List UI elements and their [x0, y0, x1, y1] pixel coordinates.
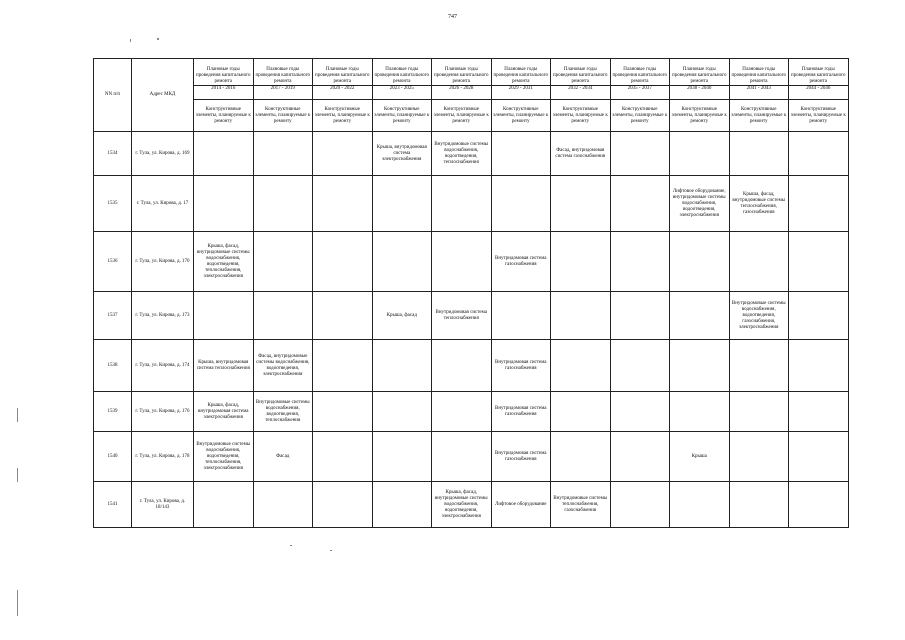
- repair-elements-cell: [789, 392, 849, 432]
- header-period-title: Плановые годы проведения капитального ремонта: [612, 66, 668, 84]
- header-period-title: Плановые годы проведения капитального ремонта: [255, 66, 311, 84]
- header-period-title: Плановые годы проведения капитального ремонта: [790, 66, 846, 84]
- repair-elements-cell: [670, 232, 730, 292]
- repair-elements-cell: [253, 132, 313, 176]
- header-period-title: Плановые годы проведения капитального ремонта: [731, 66, 787, 84]
- repair-elements-cell: [372, 232, 432, 292]
- repair-elements-cell: [789, 432, 849, 482]
- header-period-years: 2026 - 2028: [432, 85, 491, 92]
- page-number: 747: [448, 14, 457, 20]
- table-row: [94, 482, 849, 528]
- repair-elements-cell: [789, 176, 849, 232]
- table-body: [94, 132, 849, 528]
- repair-elements-cell: [432, 232, 492, 292]
- repair-elements-cell: [432, 340, 492, 392]
- header-period: [670, 59, 730, 100]
- header-elements: Конструктивные элементы, планируемые к ремонту: [729, 100, 789, 132]
- row-number: 1535: [94, 176, 132, 232]
- repair-elements-cell: [372, 176, 432, 232]
- header-elements: Конструктивные элементы, планируемые к ремонту: [194, 100, 254, 132]
- header-elements: Конструктивные элементы, планируемые к ремонту: [491, 100, 551, 132]
- scan-mark: [330, 550, 332, 551]
- row-address: г. Тула, ул. Кирова, д. 178: [132, 432, 194, 482]
- scan-mark: [17, 408, 18, 422]
- header-period-title: Плановые годы проведения капитального ремонта: [195, 66, 251, 84]
- repair-elements-cell: [610, 482, 670, 528]
- repair-elements-cell: [789, 482, 849, 528]
- scan-mark: [157, 38, 159, 40]
- repair-elements-cell: [670, 392, 730, 432]
- header-period: [729, 59, 789, 100]
- repair-elements-cell: [551, 432, 611, 482]
- repair-elements-cell: Внутридомовая система газоснабжения: [491, 232, 551, 292]
- repair-elements-cell: Крыша, фасад: [372, 292, 432, 340]
- header-period-years: 2044 - 2046: [789, 85, 848, 92]
- repair-elements-cell: [789, 232, 849, 292]
- row-number: 1537: [94, 292, 132, 340]
- row-number: 1536: [94, 232, 132, 292]
- repair-elements-cell: Крыша, фасад, внутридомовые системы водоснабжения, водоотведения, электроснабжения: [432, 482, 492, 528]
- repair-elements-cell: [670, 482, 730, 528]
- repair-elements-cell: [670, 292, 730, 340]
- table-row: [94, 292, 849, 340]
- repair-elements-cell: [313, 292, 373, 340]
- table-row: [94, 132, 849, 176]
- repair-elements-cell: [729, 132, 789, 176]
- repair-elements-cell: Лифтовое оборудование, внутридомовые системы водоснабжения, водоотведения, электроснабжения: [670, 176, 730, 232]
- repair-elements-cell: [372, 340, 432, 392]
- repair-elements-cell: [313, 392, 373, 432]
- row-number: 1539: [94, 392, 132, 432]
- repair-elements-cell: Внутридомовая система газоснабжения: [491, 432, 551, 482]
- repair-elements-cell: [610, 232, 670, 292]
- row-address: г. Тула, ул. Кирова, д. 169: [132, 132, 194, 176]
- header-elements: Конструктивные элементы, планируемые к ремонту: [313, 100, 373, 132]
- header-period: [372, 59, 432, 100]
- repair-elements-cell: [194, 176, 254, 232]
- repair-elements-cell: Фасад: [253, 432, 313, 482]
- header-row-years: [94, 59, 849, 100]
- repair-elements-cell: [313, 482, 373, 528]
- repair-elements-cell: [313, 340, 373, 392]
- repair-elements-cell: [491, 132, 551, 176]
- repair-elements-cell: [610, 340, 670, 392]
- repair-elements-cell: [729, 340, 789, 392]
- repair-elements-cell: [372, 392, 432, 432]
- header-period: [253, 59, 313, 100]
- table-row: [94, 340, 849, 392]
- repair-elements-cell: [789, 132, 849, 176]
- repair-elements-cell: [253, 482, 313, 528]
- repair-elements-cell: [551, 176, 611, 232]
- repair-elements-cell: [313, 176, 373, 232]
- scan-mark: [17, 590, 18, 616]
- repair-elements-cell: [551, 340, 611, 392]
- row-number: 1534: [94, 132, 132, 176]
- repair-elements-cell: Внутридомовая система газоснабжения: [491, 392, 551, 432]
- row-number: 1541: [94, 482, 132, 528]
- repair-elements-cell: Фасад, внутридомовая система газоснабжения: [551, 132, 611, 176]
- header-period: [491, 59, 551, 100]
- repair-elements-cell: [789, 292, 849, 340]
- repair-elements-cell: [432, 432, 492, 482]
- repair-elements-cell: [610, 292, 670, 340]
- repair-elements-cell: Внутридомовые системы водоснабжения, водоотведения, газоснабжения, электроснабжения: [729, 292, 789, 340]
- repair-elements-cell: [610, 432, 670, 482]
- header-period-years: 2038 - 2040: [670, 85, 729, 92]
- repair-elements-cell: [432, 392, 492, 432]
- repair-elements-cell: [670, 132, 730, 176]
- repair-elements-cell: Внутридомовые системы водоснабжения, водоотведения, теплоснабжения: [253, 392, 313, 432]
- repair-elements-cell: [729, 392, 789, 432]
- repair-elements-cell: [551, 292, 611, 340]
- repair-elements-cell: Крыша: [670, 432, 730, 482]
- repair-elements-cell: [372, 432, 432, 482]
- row-address: г. Тула, ул. Кирова, д. 17: [132, 176, 194, 232]
- repair-elements-cell: Внутридомовая система газоснабжения: [491, 340, 551, 392]
- row-address: г. Тула, ул. Кирова, д. 173: [132, 292, 194, 340]
- header-period: [610, 59, 670, 100]
- row-number: 1538: [94, 340, 132, 392]
- repair-elements-cell: Крыша, внутридомовая система теплоснабжения: [194, 340, 254, 392]
- header-period: [789, 59, 849, 100]
- header-period: [194, 59, 254, 100]
- header-period-years: 2035 - 2037: [611, 85, 670, 92]
- header-period-years: 2041 - 2043: [730, 85, 789, 92]
- repair-elements-cell: Фасад, внутридомовые системы водоснабжения, водоотведения, электроснабжения: [253, 340, 313, 392]
- repair-elements-cell: Внутридомовая система теплоснабжения: [432, 292, 492, 340]
- repair-elements-cell: [789, 340, 849, 392]
- row-number: 1540: [94, 432, 132, 482]
- repair-elements-cell: Внутридомовые системы теплоснабжения, газоснабжения: [551, 482, 611, 528]
- header-period-years: 2029 - 2031: [492, 85, 551, 92]
- repair-elements-cell: [253, 176, 313, 232]
- repair-elements-cell: [194, 482, 254, 528]
- repair-elements-cell: [610, 392, 670, 432]
- table-row: [94, 232, 849, 292]
- repair-elements-cell: Внутридомовые системы водоснабжения, водоотведения, теплоснабжения, электроснабжения: [194, 432, 254, 482]
- header-period: [313, 59, 373, 100]
- header-elements: Конструктивные элементы, планируемые к ремонту: [789, 100, 849, 132]
- repair-elements-cell: [491, 292, 551, 340]
- table-row: [94, 392, 849, 432]
- repair-elements-cell: [194, 292, 254, 340]
- row-address: г. Тула, ул. Кирова, д. 18/143: [132, 482, 194, 528]
- header-period-title: Плановые годы проведения капитального ремонта: [314, 66, 370, 84]
- row-address: г. Тула, ул. Кирова, д. 174: [132, 340, 194, 392]
- header-period-years: 2020 - 2022: [313, 85, 372, 92]
- header-period-title: Плановые годы проведения капитального ремонта: [671, 66, 727, 84]
- header-elements: Конструктивные элементы, планируемые к ремонту: [372, 100, 432, 132]
- repair-elements-cell: [372, 482, 432, 528]
- table-row: [94, 176, 849, 232]
- header-period: [551, 59, 611, 100]
- repair-elements-cell: [610, 176, 670, 232]
- header-period-title: Плановые годы проведения капитального ремонта: [493, 66, 549, 84]
- repair-elements-cell: [551, 392, 611, 432]
- row-address: г. Тула, ул. Кирова, д. 176: [132, 392, 194, 432]
- row-address: г. Тула, ул. Кирова, д. 170: [132, 232, 194, 292]
- repair-elements-cell: [670, 340, 730, 392]
- header-period: [432, 59, 492, 100]
- repair-elements-cell: [729, 482, 789, 528]
- repair-elements-cell: [432, 176, 492, 232]
- header-period-years: 2017 - 2019: [254, 85, 313, 92]
- table-row: [94, 432, 849, 482]
- repair-elements-cell: [610, 132, 670, 176]
- repair-elements-cell: Внутридомовые системы водоснабжения, водоотведения, теплоснабжения: [432, 132, 492, 176]
- repair-elements-cell: [313, 432, 373, 482]
- header-period-years: 2023 - 2025: [373, 85, 432, 92]
- header-period-title: Плановые годы проведения капитального ремонта: [374, 66, 430, 84]
- header-period-title: Плановые годы проведения капитального ремонта: [433, 66, 489, 84]
- header-period-title: Плановые годы проведения капитального ремонта: [552, 66, 608, 84]
- repair-elements-cell: Крыша, фасад, внутридомовая система электроснабжения: [194, 392, 254, 432]
- repair-elements-cell: [253, 292, 313, 340]
- scan-mark: [17, 468, 18, 482]
- repair-elements-cell: Крыша, фасад, внутридомовые системы теплоснабжения, газоснабжения: [729, 176, 789, 232]
- repair-elements-cell: [491, 176, 551, 232]
- repair-elements-cell: [194, 132, 254, 176]
- repair-elements-cell: [313, 132, 373, 176]
- repair-elements-cell: [551, 232, 611, 292]
- header-period-years: 2014 - 2016: [194, 85, 253, 92]
- repair-elements-cell: [729, 232, 789, 292]
- scan-mark: [290, 545, 292, 546]
- header-elements: Конструктивные элементы, планируемые к ремонту: [551, 100, 611, 132]
- repair-schedule-table: [93, 58, 849, 528]
- repair-elements-cell: [729, 432, 789, 482]
- header-elements: Конструктивные элементы, планируемые к ремонту: [432, 100, 492, 132]
- repair-elements-cell: [253, 232, 313, 292]
- repair-elements-cell: [313, 232, 373, 292]
- header-period-years: 2032 - 2034: [551, 85, 610, 92]
- header-elements: Конструктивные элементы, планируемые к ремонту: [610, 100, 670, 132]
- scan-mark: [130, 39, 131, 42]
- repair-elements-cell: Крыша, внутридомовая система электроснабжения: [372, 132, 432, 176]
- header-elements: Конструктивные элементы, планируемые к ремонту: [253, 100, 313, 132]
- header-num: NN п/п: [94, 59, 132, 132]
- header-elements: Конструктивные элементы, планируемые к ремонту: [670, 100, 730, 132]
- repair-elements-cell: Крыша, фасад, внутридомовые системы водоснабжения, водоотведения, теплоснабжения, электроснабжения: [194, 232, 254, 292]
- header-row-elements: [94, 100, 849, 132]
- repair-elements-cell: Лифтовое оборудование: [491, 482, 551, 528]
- header-address: Адрес МКД: [132, 59, 194, 132]
